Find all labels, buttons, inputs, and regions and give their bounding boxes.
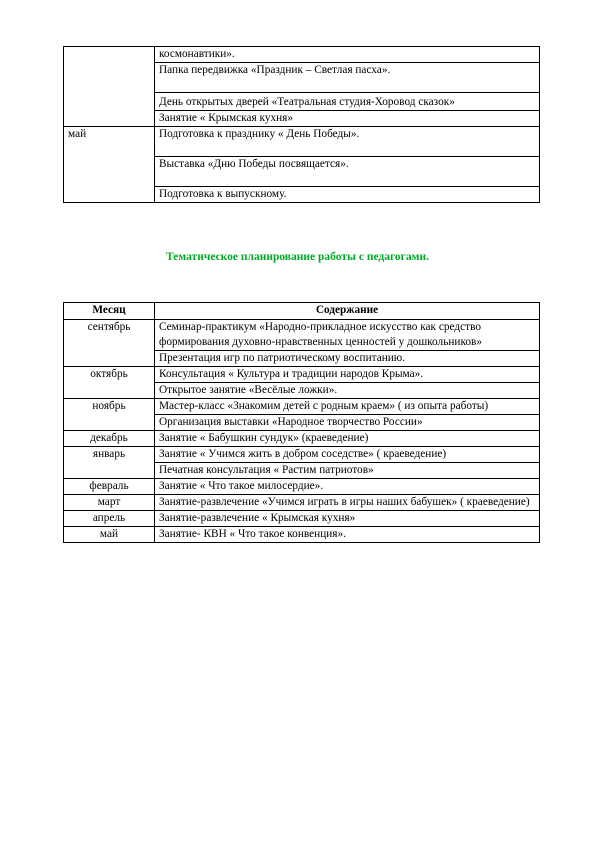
content-cell: Занятие- КВН « Что такое конвенция». bbox=[155, 527, 540, 543]
header-month: Месяц bbox=[64, 303, 155, 320]
content-cell: Занятие « Бабушкин сундук» (краеведение) bbox=[155, 431, 540, 447]
teachers-plan-table bbox=[63, 302, 540, 543]
event-cell: Занятие « Крымская кухня» bbox=[155, 111, 540, 127]
event-cell: День открытых дверей «Театральная студия-Хоровод сказок» bbox=[155, 93, 540, 111]
table-row bbox=[64, 479, 540, 495]
content-cell: Семинар-практикум «Народно-прикладное искусство как средство формирования духовно-нравственных ценностей у дошкольников» bbox=[155, 320, 540, 351]
table-row bbox=[64, 447, 540, 463]
content-cell: Открытое занятие «Весёлые ложки». bbox=[155, 383, 540, 399]
section-heading: Тематическое планирование работы с педагогами. bbox=[166, 251, 429, 263]
events-table-continued bbox=[63, 46, 540, 203]
content-cell: Организация выставки «Народное творчество России» bbox=[155, 415, 540, 431]
table-row bbox=[64, 495, 540, 511]
month-cell: ноябрь bbox=[64, 399, 155, 431]
table-row bbox=[64, 47, 540, 63]
event-cell: Выставка «Дню Победы посвящается». bbox=[155, 157, 540, 187]
table-header-row bbox=[64, 303, 540, 320]
event-cell: Папка передвижка «Праздник – Светлая пасха». bbox=[155, 63, 540, 93]
table-row bbox=[64, 320, 540, 351]
table-row bbox=[64, 431, 540, 447]
table-row bbox=[64, 399, 540, 415]
table-row bbox=[64, 527, 540, 543]
content-cell: Занятие « Учимся жить в добром соседстве» ( краеведение) bbox=[155, 447, 540, 463]
month-cell: январь bbox=[64, 447, 155, 479]
content-cell: Мастер-класс «Знакомим детей с родным краем» ( из опыта работы) bbox=[155, 399, 540, 415]
content-cell: Консультация « Культура и традиции народов Крыма». bbox=[155, 367, 540, 383]
content-cell: Презентация игр по патриотическому воспитанию. bbox=[155, 351, 540, 367]
content-cell: Занятие-развлечение «Учимся играть в игры наших бабушек» ( краеведение) bbox=[155, 495, 540, 511]
content-cell: Занятие-развлечение « Крымская кухня» bbox=[155, 511, 540, 527]
table-row bbox=[64, 367, 540, 383]
month-cell bbox=[64, 47, 155, 127]
content-cell: Печатная консультация « Растим патриотов» bbox=[155, 463, 540, 479]
header-content: Содержание bbox=[155, 303, 540, 320]
month-cell: октябрь bbox=[64, 367, 155, 399]
table-row bbox=[64, 127, 540, 157]
month-cell: апрель bbox=[64, 511, 155, 527]
month-cell: май bbox=[64, 527, 155, 543]
event-cell: космонавтики». bbox=[155, 47, 540, 63]
event-cell: Подготовка к выпускному. bbox=[155, 187, 540, 203]
event-cell: Подготовка к празднику « День Победы». bbox=[155, 127, 540, 157]
month-cell-may: май bbox=[64, 127, 155, 203]
table-row bbox=[64, 511, 540, 527]
content-cell: Занятие « Что такое милосердие». bbox=[155, 479, 540, 495]
month-cell: февраль bbox=[64, 479, 155, 495]
month-cell: декабрь bbox=[64, 431, 155, 447]
month-cell: сентябрь bbox=[64, 320, 155, 367]
month-cell: март bbox=[64, 495, 155, 511]
